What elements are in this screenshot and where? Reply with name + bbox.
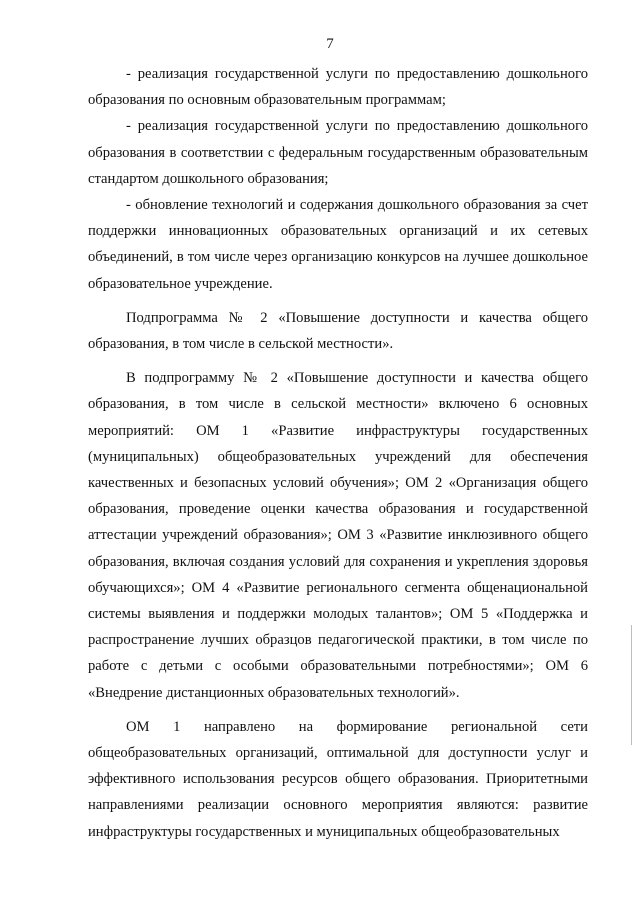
paragraph-preschool-programs: - реализация государственной услуги по предоставлению дошкольного образования по основным образовательным программам; bbox=[88, 66, 588, 109]
paragraph-subprogram-2-measures: В подпрограмму № 2 «Повышение доступности и качества общего образования, в том числе в сельской местности» включено 6 основных мероприятий: ОМ 1 «Развитие инфраструктуры государственных (муниципальных) общеобразовательных учреждений для обеспечения качественных и безопасных условий обучения»; ОМ 2 «Организация общего образования, проведение оценки качества образования и государственной аттестации учреждений образования»; ОМ 3 «Развитие инклюзивного общего образования, включая создания условий для сохранения и укрепления здоровья обучающихся»; ОМ 4 «Развитие регионального сегмента общенациональной системы выявления и поддержки молодых талантов»; ОМ 5 «Поддержка и распространение лучших образцов педагогической практики, в том числе по работе с детьми с особыми образовательными потребностями»; ОМ 6 «Внедрение дистанционных образовательных технологий». bbox=[88, 370, 588, 701]
scan-edge-line bbox=[631, 625, 632, 745]
page-number: 7 bbox=[326, 36, 334, 52]
paragraph-preschool-technologies: - обновление технологий и содержания дошкольного образования за счет поддержки инновационных образовательных организаций и их сетевых объединений, в том числе через организацию конкурсов на лучшее дошкольное образовательное учреждение. bbox=[88, 197, 588, 292]
paragraph-om1-description: ОМ 1 направлено на формирование региональной сети общеобразовательных организаций, оптимальной для доступности услуг и эффективного использования ресурсов общего образования. Приоритетными направлениями реализации основного мероприятия являются: развитие инфраструктуры государственных и муниципальных общеобразовательных bbox=[88, 718, 588, 840]
document-body bbox=[88, 61, 588, 845]
paragraph-preschool-standard: - реализация государственной услуги по предоставлению дошкольного образования в соответствии с федеральным государственным образовательным стандартом дошкольного образования; bbox=[88, 118, 588, 187]
paragraph-subprogram-2-title: Подпрограмма № 2 «Повышение доступности и качества общего образования, в том числе в сельской местности». bbox=[88, 309, 588, 353]
